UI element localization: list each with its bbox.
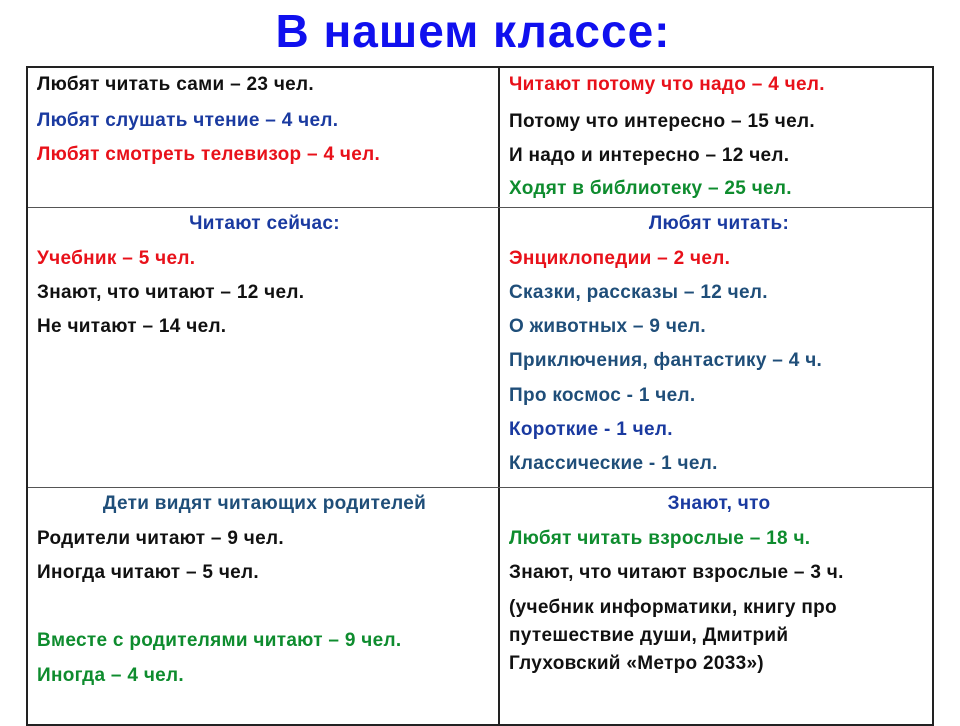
list-item: Любят слушать чтение – 4 чел.	[37, 110, 339, 131]
list-item: Сказки, рассказы – 12 чел.	[509, 282, 768, 303]
column-divider	[498, 68, 500, 724]
list-item: Не читают – 14 чел.	[37, 316, 227, 337]
list-item: Любят читать сами – 23 чел.	[37, 74, 314, 95]
list-item: Знают, что читают взрослые – 3 ч.	[509, 562, 844, 583]
cell-header: Читают сейчас:	[189, 213, 340, 234]
list-item: Иногда – 4 чел.	[37, 665, 184, 686]
list-item: Про космос - 1 чел.	[509, 385, 696, 406]
survey-table	[26, 66, 934, 726]
list-item: И надо и интересно – 12 чел.	[509, 145, 790, 166]
page-title: В нашем классе:	[275, 5, 671, 57]
list-item: Любят смотреть телевизор – 4 чел.	[37, 144, 381, 165]
cell-header: Знают, что	[667, 493, 771, 514]
list-item: (учебник информатики, книгу про	[509, 597, 837, 618]
list-item: Потому что интересно – 15 чел.	[509, 111, 815, 132]
list-item: Ходят в библиотеку – 25 чел.	[509, 178, 792, 199]
row-divider	[28, 207, 932, 208]
row-divider	[28, 487, 932, 488]
list-item: Короткие - 1 чел.	[509, 419, 673, 440]
list-item: Читают потому что надо – 4 чел.	[509, 74, 825, 95]
list-item: Энциклопедии – 2 чел.	[509, 248, 731, 269]
list-item: путешествие души, Дмитрий	[509, 625, 789, 646]
list-item: Родители читают – 9 чел.	[37, 528, 284, 549]
list-item: Вместе с родителями читают – 9 чел.	[37, 630, 402, 651]
list-item: Приключения, фантастику – 4 ч.	[509, 350, 823, 371]
list-item: Любят читать взрослые – 18 ч.	[509, 528, 811, 549]
list-item: Учебник – 5 чел.	[37, 248, 196, 269]
list-item: Глуховский «Метро 2033»)	[509, 653, 764, 674]
list-item: О животных – 9 чел.	[509, 316, 706, 337]
cell-header: Дети видят читающих родителей	[102, 493, 427, 514]
list-item: Иногда читают – 5 чел.	[37, 562, 259, 583]
list-item: Классические - 1 чел.	[509, 453, 718, 474]
list-item: Знают, что читают – 12 чел.	[37, 282, 305, 303]
cell-header: Любят читать:	[648, 213, 790, 234]
